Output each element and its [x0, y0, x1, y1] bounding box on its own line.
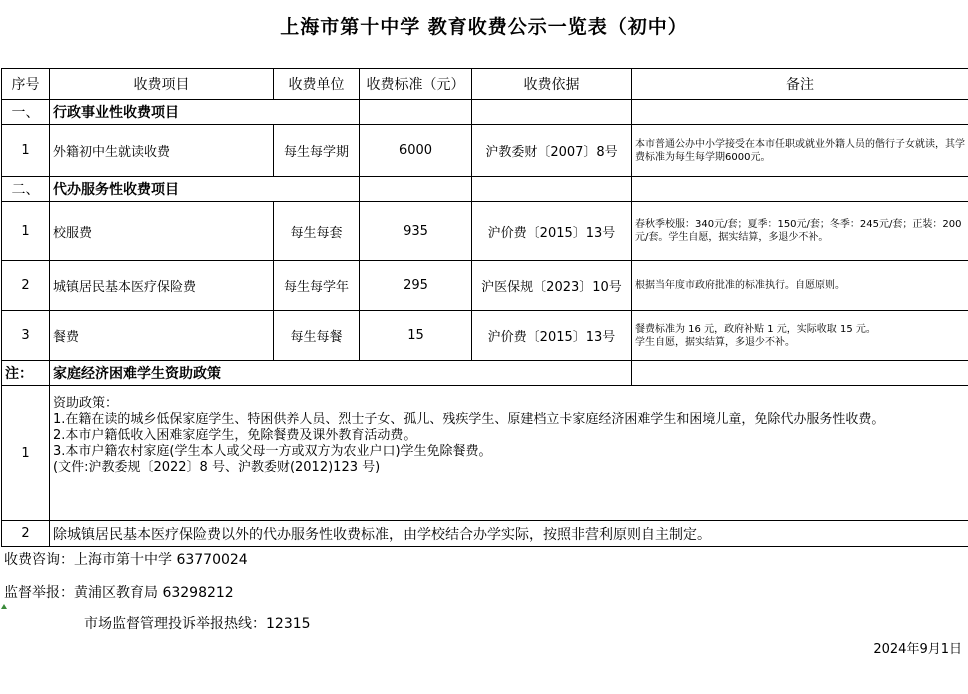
fee-item: 城镇居民基本医疗保险费 [50, 261, 274, 311]
notes-section-row [2, 361, 968, 386]
policy-text: 除城镇居民基本医疗保险费以外的代办服务性收费标准，由学校结合办学实际，按照非营利原则自主制定。 [50, 521, 968, 547]
section-title: 行政事业性收费项目 [50, 100, 360, 125]
header-note: 备注 [632, 69, 968, 100]
header-basis: 收费依据 [472, 69, 632, 100]
fee-basis: 沪价费〔2015〕13号 [472, 311, 632, 361]
row-number: 3 [2, 311, 50, 361]
policy-text [50, 386, 968, 521]
fee-amount: 295 [360, 261, 472, 311]
fee-note: 根据当年度市政府批准的标准执行。自愿原则。 [632, 261, 968, 311]
row-number: 2 [2, 521, 50, 547]
fee-item: 外籍初中生就读收费 [50, 125, 274, 177]
page-title: 上海市第十中学 教育收费公示一览表（初中） [280, 16, 688, 38]
policy-line: (文件:沪教委规〔2022〕8 号、沪教委财(2012)123 号) [53, 460, 381, 475]
policy-row [2, 386, 968, 521]
notes-label: 注： [2, 361, 50, 386]
policy-row [2, 521, 968, 547]
hotline-line: 市场监督管理投诉举报热线：12315 [84, 616, 311, 632]
fee-unit: 每生每学期 [274, 125, 360, 177]
fee-amount: 6000 [360, 125, 472, 177]
policy-line: 资助政策： [53, 396, 119, 411]
fee-table [1, 68, 968, 547]
section-number: 一、 [2, 100, 50, 125]
table-row [2, 202, 968, 261]
section-row-agency [2, 177, 968, 202]
row-number: 1 [2, 125, 50, 177]
fee-note: 本市普通公办中小学接受在本市任职或就业外籍人员的偕行子女就读，其学费标准为每生每学期6000元。 [632, 125, 968, 177]
supervise-line: 监督举报：黄浦区教育局 63298212 [4, 585, 234, 601]
fee-amount: 935 [360, 202, 472, 261]
header-fee: 收费标准（元） [360, 69, 472, 100]
section-row-admin [2, 100, 968, 125]
fee-basis: 沪价费〔2015〕13号 [472, 202, 632, 261]
corner-mark-icon [1, 604, 7, 609]
policy-line: 3.本市户籍农村家庭(学生本人或父母一方或双方为农业户口)学生免除餐费。 [53, 444, 492, 459]
note-line: 餐费标准为 16 元，政府补贴 1 元，实际收取 15 元。 [635, 323, 876, 335]
note-line: 学生自愿，据实结算，多退少不补。 [635, 336, 795, 348]
publish-date: 2024年9月1日 [873, 642, 962, 657]
header-item: 收费项目 [50, 69, 274, 100]
policy-line: 1.在籍在读的城乡低保家庭学生、特困供养人员、烈士子女、孤儿、残疾学生、原建档立卡家庭经济困难学生和困境儿童，免除代办服务性收费。 [53, 412, 885, 427]
fee-item: 餐费 [50, 311, 274, 361]
fee-basis: 沪医保规〔2023〕10号 [472, 261, 632, 311]
fee-unit: 每生每套 [274, 202, 360, 261]
fee-basis: 沪教委财〔2007〕8号 [472, 125, 632, 177]
notes-title: 家庭经济困难学生资助政策 [50, 361, 632, 386]
row-number: 1 [2, 202, 50, 261]
fee-amount: 15 [360, 311, 472, 361]
table-row [2, 261, 968, 311]
table-row [2, 125, 968, 177]
fee-unit: 每生每餐 [274, 311, 360, 361]
policy-line: 2.本市户籍低收入困难家庭学生，免除餐费及课外教育活动费。 [53, 428, 417, 443]
section-title: 代办服务性收费项目 [50, 177, 360, 202]
fee-item: 校服费 [50, 202, 274, 261]
table-header-row [2, 69, 968, 100]
header-no: 序号 [2, 69, 50, 100]
row-number: 2 [2, 261, 50, 311]
fee-unit: 每生每学年 [274, 261, 360, 311]
row-number: 1 [2, 386, 50, 521]
consult-line: 收费咨询：上海市第十中学 63770024 [4, 552, 248, 568]
fee-note [632, 311, 968, 361]
fee-note: 春秋季校服：340元/套；夏季：150元/套；冬季：245元/套；正装：200元/套。学生自愿，据实结算，多退少不补。 [632, 202, 968, 261]
header-unit: 收费单位 [274, 69, 360, 100]
section-number: 二、 [2, 177, 50, 202]
table-row [2, 311, 968, 361]
